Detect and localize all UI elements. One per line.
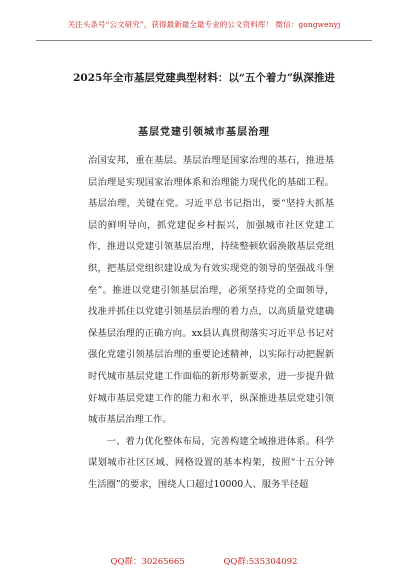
footer-qq-group-1: QQ群：30265665 [110, 557, 185, 567]
document-body [88, 150, 334, 496]
footer-contacts [0, 555, 408, 567]
header-banner: 关注头条号“公文研究”，获得最新最全最专业的公文资料库！ 微信：gongwenyj [67, 20, 341, 29]
document-title: 2025年全市基层党建典型材料：以“五个着力”纵深推进 [73, 72, 335, 84]
body-paragraph: 一、着力优化整体布局，完善构建全域推进体系。科学谋划城市社区区域、网格设置的基本构架，按照“十五分钟生活圈”的要求，围绕人口超过10000人、服务半径超 [88, 435, 334, 490]
body-paragraph: 治国安邦，重在基层。基层治理是国家治理的基石，推进基层治理是实现国家治理体系和治理能力现代化的基础工程。基层治理，关键在党。习近平总书记指出，要“坚持大抓基层的鲜明导向，抓党建促乡村振兴，加强城市社区党建工作，推进以党建引领基层治理，持续整顿软弱涣散基层党组织，把基层党组织建设成为有效实现党的领导的坚强战斗堡垒”。推进以党建引领基层治理，必须坚持党的全面领导，找准并抓住以党建引领基层治理的着力点，以高质量党建确保基层治理的正确方向。xx县认真贯彻落实习近平总书记对强化党建引领基层治理的重要论述精神，以实际行动把握新时代城市基层党建工作面临的新形势新要求，进一步提升做好城市基层党建工作的能力和水平，纵深推进基层党建引领城市基层治理工作。 [88, 155, 334, 426]
footer-qq-group-2: QQ群:535304092 [223, 557, 298, 567]
document-subtitle: 基层党建引领城市基层治理 [138, 127, 270, 138]
header-divider [36, 40, 372, 41]
